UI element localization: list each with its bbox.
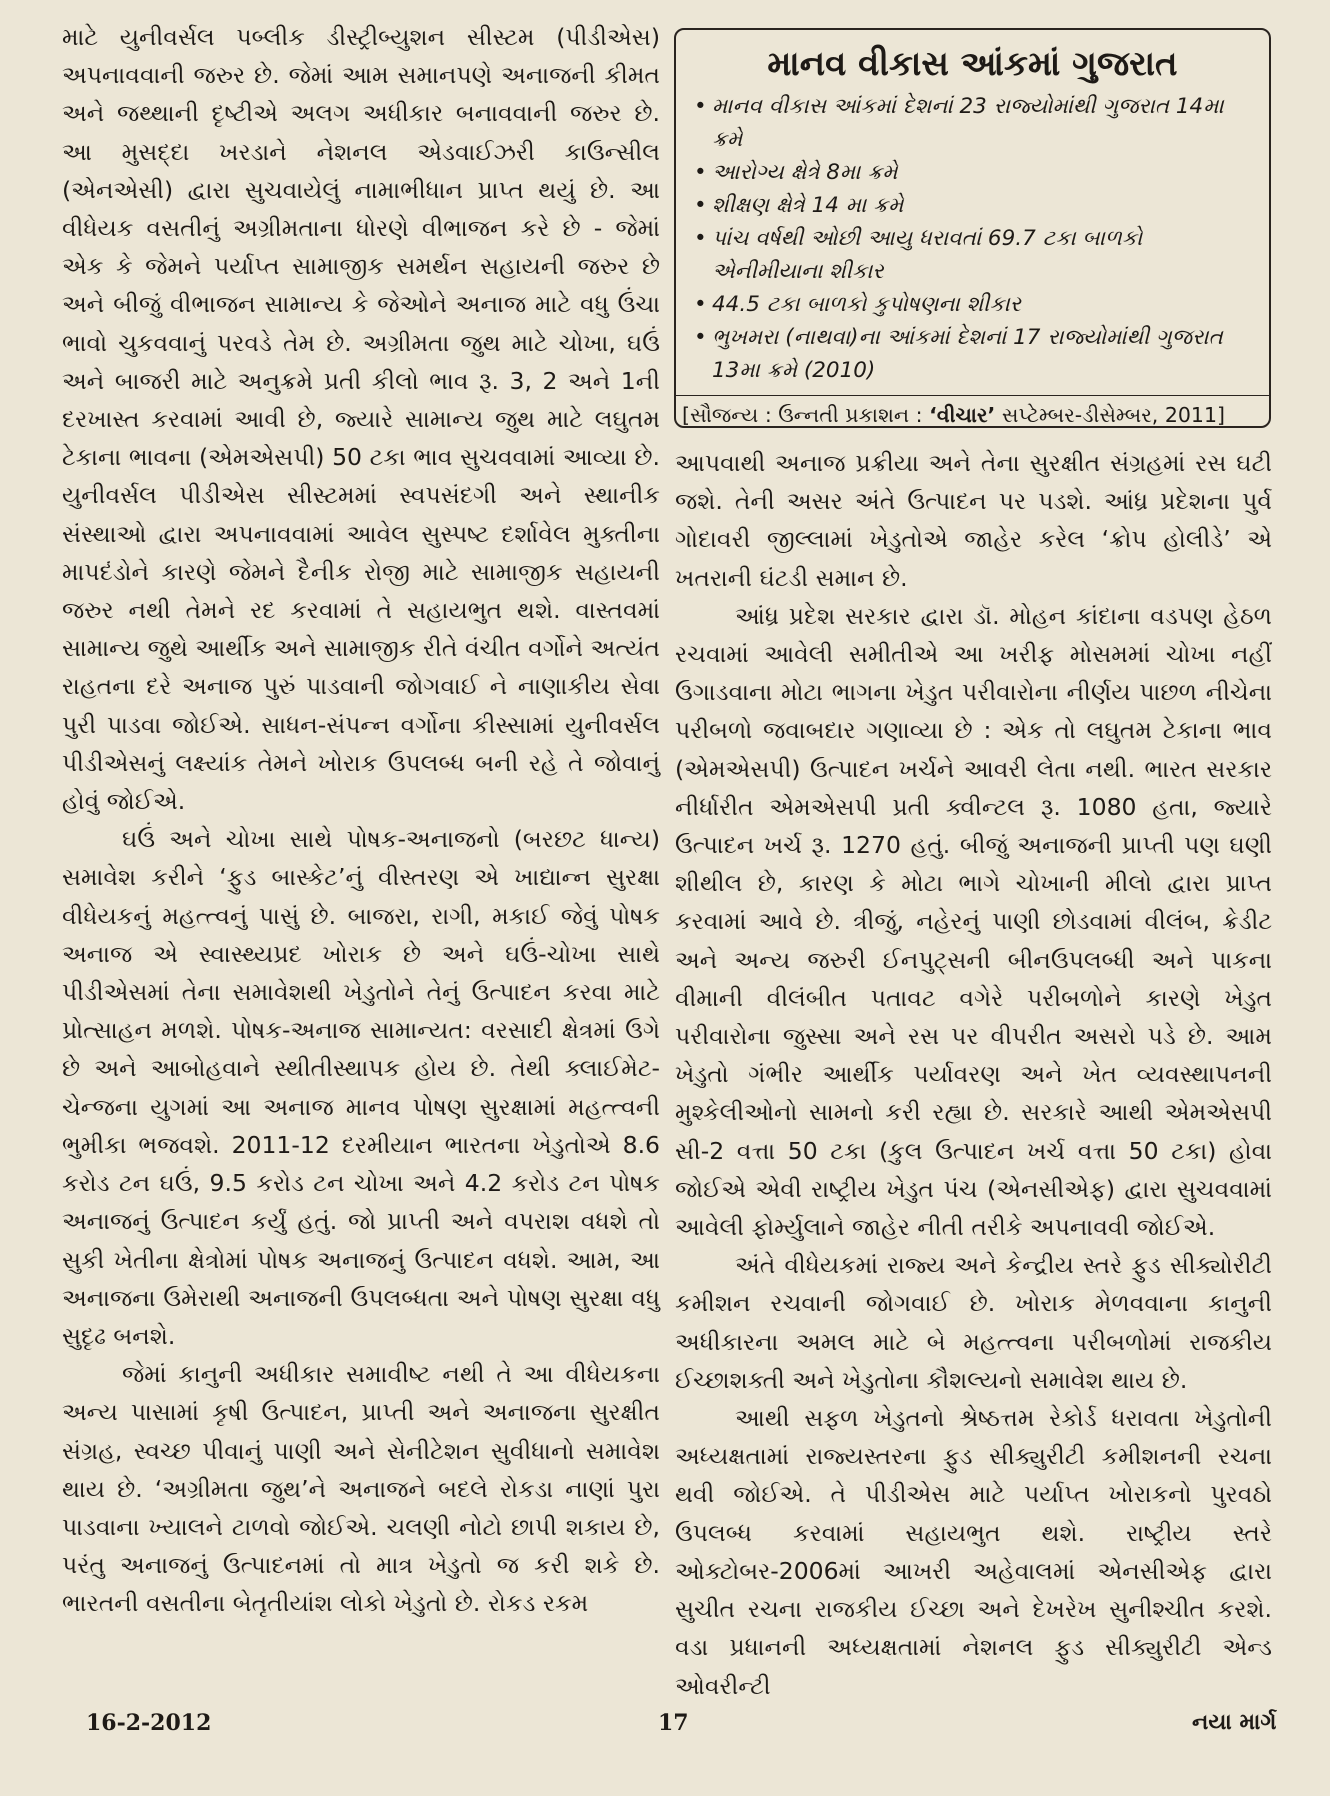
info-box-item: • ભુખમરા (નાથવા)ના આંકમાં દેશનાં 17 રાજ્યોમાંથી ગુજરાત 13મા ક્રમે (2010) xyxy=(690,321,1255,387)
page-number: 17 xyxy=(658,1710,689,1736)
info-box-item: • માનવ વીકાસ આંકમાં દેશનાં 23 રાજ્યોમાંથી ગુજરાત 14મા ક્રમે xyxy=(690,90,1255,156)
info-box-item: • શીક્ષણ ક્ષેત્રે 14 મા ક્રમે xyxy=(690,189,1255,222)
body-paragraph: આથી સફળ ખેડુતનો શ્રેષ્ઠત્તમ રેકોર્ડ ધરાવતા ખેડુતોની અધ્યક્ષતામાં રાજ્યસ્તરના ફુડ સીક્યુરીટી કમીશનની રચના થવી જોઈએ. તે પીડીએસ માટે પર્યાપ્ત ખોરાકનો પુરવઠો ઉપલબ્ધ કરવામાં સહાયભુત થશે. રાષ્ટ્રીય સ્તરે ઓક્ટોબર-2006માં આખરી અહેવાલમાં એનસીએફ દ્વારા સુચીત રચના રાજકીય ઈચ્છા અને દેખરેખ સુનીશ્ચીત કરશે. વડા પ્રધાનની અધ્યક્ષતામાં નેશનલ ફુડ સીક્યુરીટી એન્ડ ઓવરીન્ટી xyxy=(675,1404,1272,1700)
info-box-list xyxy=(690,90,1255,387)
info-box xyxy=(674,28,1271,428)
body-paragraph: આપવાથી અનાજ પ્રક્રીયા અને તેના સુરક્ષીત સંગ્રહમાં રસ ઘટી જશે. તેની અસર અંતે ઉત્પાદન પર પડશે. આંધ્ર પ્રદેશના પુર્વ ગોદાવરી જીલ્લામાં ખેડુતોએ જાહેર કરેલ ‘ક્રોપ હોલીડે’ એ ખતરાની ઘંટડી સમાન છે. xyxy=(675,449,1272,592)
magazine-name: નયા માર્ગ xyxy=(1192,1710,1277,1735)
body-paragraph: અંતે વીધેયકમાં રાજ્ય અને કેન્દ્રીય સ્તરે ફુડ સીક્યોરીટી કમીશન રચવાની જોગવાઈ છે. ખોરાક મેળવવાના કાનુની અધીકારના અમલ માટે બે મહત્ત્વના પરીબળોમાં રાજકીય ઈચ્છાશક્તી અને ખેડુતોના કૌશલ્યનો સમાવેશ થાય છે. xyxy=(675,1251,1272,1394)
credit-source: ‘વીચાર’ xyxy=(929,403,996,427)
credit-prefix: [સૌજન્ય : ઉન્નતી પ્રકાશન : xyxy=(682,403,930,427)
left-column xyxy=(62,18,660,1623)
info-box-item: • આરોગ્ય ક્ષેત્રે 8મા ક્રમે xyxy=(690,156,1255,189)
info-box-item: • 44.5 ટકા બાળકો કુપોષણના શીકાર xyxy=(690,288,1255,321)
footer-date: 16-2-2012 xyxy=(86,1710,212,1736)
credit-suffix: સપ્ટેમ્બર-ડીસેમ્બર, 2011] xyxy=(995,403,1225,427)
body-paragraph: જેમાં કાનુની અધીકાર સમાવીષ્ટ નથી તે આ વીધેયકના અન્ય પાસામાં કૃષી ઉત્પાદન, પ્રાપ્તી અને અનાજના સુરક્ષીત સંગ્રહ, સ્વચ્છ પીવાનું પાણી અને સેનીટેશન સુવીધાનો સમાવેશ થાય છે. ‘અગ્રીમતા જુથ’ને અનાજને બદલે રોકડા નાણાં પુરા પાડવાના ખ્યાલને ટાળવો જોઈએ. ચલણી નોટો છાપી શકાય છે, પરંતુ અનાજનું ઉત્પાદનમાં તો માત્ર ખેડુતો જ કરી શકે છે. ભારતની વસતીના બેતૃતીયાંશ લોકો ખેડુતો છે. રોકડ રકમ xyxy=(62,1360,660,1618)
info-box-title: માનવ વીકાસ આંકમાં ગુજરાત xyxy=(767,44,1178,84)
right-column xyxy=(675,444,1272,1705)
body-paragraph: આંધ્ર પ્રદેશ સરકાર દ્વારા ડૉ. મોહન કાંદાના વડપણ હેઠળ રચવામાં આવેલી સમીતીએ આ ખરીફ મોસમમાં ચોખા નહીં ઉગાડવાના મોટા ભાગના ખેડુત પરીવારોના નીર્ણય પાછળ નીચેના પરીબળો જવાબદાર ગણાવ્યા છે : એક તો લઘુતમ ટેકાના ભાવ (એમએસપી) ઉત્પાદન ખર્ચને આવરી લેતા નથી. ભારત સરકાર નીર્ધારીત એમએસપી પ્રતી ક્વીન્ટલ રૂ. 1080 હતા, જ્યારે ઉત્પાદન ખર્ચ રૂ. 1270 હતું. બીજું અનાજની પ્રાપ્તી પણ ઘણી શીથીલ છે, કારણ કે મોટા ભાગે ચોખાની મીલો દ્વારા પ્રાપ્ત કરવામાં આવે છે. ત્રીજું, નહેરનું પાણી છોડવામાં વીલંબ, ક્રેડીટ અને અન્ય જરુરી ઈનપુટ્સની બીનઉપલબ્ધી અને પાકના વીમાની વીલંબીત પતાવટ વગેરે પરીબળોને કારણે ખેડુત પરીવારોના જુસ્સા અને રસ પર વીપરીત અસરો પડે છે. આમ ખેડુતો ગંભીર આર્થીક પર્યાવરણ અને ખેત વ્યવસ્થાપનની મુશ્કેલીઓનો સામનો કરી રહ્યા છે. સરકારે આથી એમએસપી સી-2 વત્તા 50 ટકા (કુલ ઉત્પાદન ખર્ચ વત્તા 50 ટકા) હોવા જોઈએ એવી રાષ્ટ્રીય ખેડુત પંચ (એનસીએફ) દ્વારા સુચવવામાં આવેલી ફોર્મ્યુલાને જાહેર નીતી તરીકે અપનાવવી જોઈએ. xyxy=(675,601,1272,1242)
body-paragraph: ઘઉં અને ચોખા સાથે પોષક-અનાજનો (બરછટ ધાન્ય) સમાવેશ કરીને ‘ફુડ બાસ્કેટ’નું વીસ્તરણ એ ખાદ્યાન્ન સુરક્ષા વીધેયકનું મહત્ત્વનું પાસું છે. બાજરા, રાગી, મકાઈ જેવું પોષક અનાજ એ સ્વાસ્થ્યપ્રદ ખોરાક છે અને ઘઉં-ચોખા સાથે પીડીએસમાં તેના સમાવેશથી ખેડુતોને તેનું ઉત્પાદન કરવા માટે પ્રોત્સાહન મળશે. પોષક-અનાજ સામાન્યત: વરસાદી ક્ષેત્રમાં ઉગે છે અને આબોહવાને સ્થીતીસ્થાપક હોય છે. તેથી ક્લાઈમેટ-ચેન્જના યુગમાં આ અનાજ માનવ પોષણ સુરક્ષામાં મહત્ત્વની ભુમીકા ભજવશે. 2011-12 દરમીયાન ભારતના ખેડુતોએ 8.6 કરોડ ટન ઘઉં, 9.5 કરોડ ટન ચોખા અને 4.2 કરોડ ટન પોષક અનાજનું ઉત્પાદન કર્યું હતું. જો પ્રાપ્તી અને વપરાશ વધશે તો સુકી ખેતીના ક્ષેત્રોમાં પોષક અનાજનું ઉત્પાદન વધશે. આમ, આ અનાજના ઉમેરાથી અનાજની ઉપલબ્ધતા અને પોષણ સુરક્ષા વધુ સુદૃઢ બનશે. xyxy=(62,825,660,1350)
info-box-item: • પાંચ વર્ષથી ઓછી આયુ ધરાવતાં 69.7 ટકા બાળકો એનીમીયાના શીકાર xyxy=(690,222,1255,288)
info-box-credit xyxy=(676,395,1269,431)
body-paragraph: માટે યુનીવર્સલ પબ્લીક ડીસ્ટ્રીબ્યુશન સીસ્ટમ (પીડીએસ) અપનાવવાની જરુર છે. જેમાં આમ સમાનપણે અનાજની કીમત અને જથ્થાની દૃષ્ટીએ અલગ અધીકાર બનાવવાની જરુર છે. આ મુસદ્દા ખરડાને નેશનલ એડવાઈઝરી કાઉન્સીલ (એનએસી) દ્વારા સુચવાયેલું નામાભીધાન પ્રાપ્ત થયું છે. આ વીધેયક વસતીનું અગ્રીમતાના ધોરણે વીભાજન કરે છે - જેમાં એક કે જેમને પર્યાપ્ત સામાજીક સમર્થન સહાયની જરુર છે અને બીજું વીભાજન સામાન્ય કે જેઓને અનાજ માટે વધુ ઉંચા ભાવો ચુકવવાનું પરવડે તેમ છે. અગ્રીમતા જુથ માટે ચોખા, ઘઉં અને બાજરી માટે અનુક્રમે પ્રતી કીલો ભાવ રૂ. 3, 2 અને 1ની દરખાસ્ત કરવામાં આવી છે, જ્યારે સામાન્ય જુથ માટે લઘુતમ ટેકાના ભાવના (એમએસપી) 50 ટકા ભાવ સુચવવામાં આવ્યા છે. યુનીવર્સલ પીડીએસ સીસ્ટમમાં સ્વપસંદગી અને સ્થાનીક સંસ્થાઓ દ્વારા અપનાવવામાં આવેલ સુસ્પષ્ટ દર્શાવેલ મુક્તીના માપદંડોને કારણે જેમને દૈનીક રોજી માટે સામાજીક સહાયની જરુર નથી તેમને રદ કરવામાં તે સહાયભુત થશે. વાસ્તવમાં સામાન્ય જુથે આર્થીક અને સામાજીક રીતે વંચીત વર્ગોને અત્યંત રાહતના દરે અનાજ પુરું પાડવાની જોગવાઈ ને નાણાકીય સેવા પુરી પાડવા જોઈએ. સાધન-સંપન્ન વર્ગોના કીસ્સામાં યુનીવર્સલ પીડીએસનું લક્ષ્યાંક તેમને ખોરાક ઉપલબ્ધ બની રહે તે જોવાનું હોવું જોઈએ. xyxy=(62,23,660,816)
